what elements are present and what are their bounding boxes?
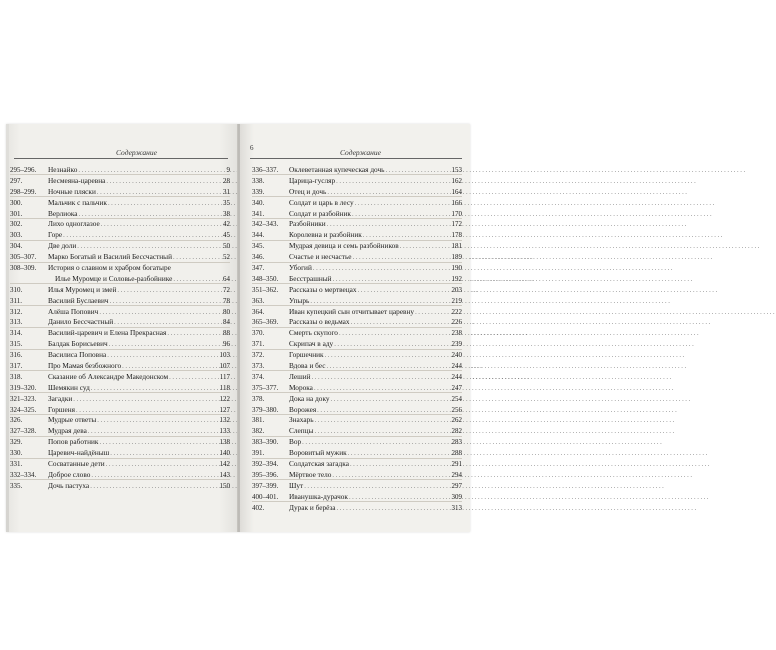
entry-title: Мальчик с пальчик (48, 197, 107, 207)
toc-entry (252, 405, 462, 416)
toc-entry (252, 470, 462, 481)
entry-page: 203 (451, 285, 462, 294)
entry-number: 318. (10, 372, 23, 381)
entry-page: 42 (223, 220, 230, 229)
entry-page: 162 (451, 176, 462, 185)
entry-title: Горшеня (48, 404, 75, 414)
entry-title: Мудрая дева (48, 426, 87, 436)
toc-list-left (10, 165, 230, 492)
entry-title: Упырь (289, 295, 310, 305)
toc-entry (252, 209, 462, 220)
entry-page: 132 (219, 416, 230, 425)
entry-number: 332–334. (10, 470, 37, 479)
entry-number: 373. (252, 362, 265, 371)
entry-number: 346. (252, 253, 265, 262)
entry-title: Дочь пастуха (48, 480, 90, 490)
entry-title: Вдова и бес (289, 361, 326, 371)
toc-entry (10, 339, 230, 350)
entry-page: 140 (219, 449, 230, 458)
entry-number: 348–350. (252, 274, 279, 283)
entry-title: Загадки (48, 393, 73, 403)
entry-title: Воровитый мужик (289, 448, 347, 458)
entry-page: 172 (451, 220, 462, 229)
entry-title: Разбойники (289, 219, 326, 229)
toc-entry (10, 426, 230, 437)
entry-title: Леший (289, 371, 311, 381)
toc-entry (10, 459, 230, 470)
entry-page: 9 (226, 166, 230, 174)
entry-number: 345. (252, 242, 265, 251)
header-rule (14, 158, 228, 159)
toc-entry (252, 350, 462, 361)
toc-entry (10, 296, 230, 307)
toc-entry (10, 176, 230, 187)
entry-number: 324–325. (10, 405, 37, 414)
entry-number: 392–394. (252, 460, 279, 469)
entry-title: Иван купецкий сын отчитывает царевну (289, 306, 415, 316)
entry-page: 256 (451, 405, 462, 414)
entry-page: 28 (223, 176, 230, 185)
toc-entry (10, 361, 230, 372)
entry-page: 297 (451, 481, 462, 490)
toc-entry (10, 230, 230, 241)
toc-entry (10, 252, 230, 263)
entry-number: 317. (10, 362, 23, 371)
entry-page: 222 (451, 307, 462, 316)
entry-page: 78 (223, 296, 230, 305)
entry-number: 300. (10, 198, 23, 207)
entry-title: Дока на доку (289, 393, 330, 403)
entry-page: 143 (219, 470, 230, 479)
entry-title: Убогий (289, 263, 312, 273)
entry-page: 170 (451, 209, 462, 218)
entry-page: 262 (451, 416, 462, 425)
entry-number: 330. (10, 449, 23, 458)
toc-entry (10, 372, 230, 383)
entry-title: Шут (289, 480, 304, 490)
entry-title: Василиса Поповна (48, 350, 107, 360)
entry-title: Мудрые ответы (48, 415, 97, 425)
toc-entry (252, 296, 462, 307)
entry-number: 303. (10, 231, 23, 240)
entry-title: Лихо одноглазое (48, 219, 100, 229)
entry-title: Знахарь (289, 415, 314, 425)
entry-page: 142 (219, 460, 230, 469)
entry-title: Дурак и берёза (289, 502, 336, 512)
entry-page: 309 (451, 492, 462, 501)
entry-page: 138 (219, 438, 230, 447)
entry-title: Алёша Попович (48, 306, 99, 316)
toc-entry (252, 198, 462, 209)
entry-number: 341. (252, 209, 265, 218)
entry-page: 226 (451, 318, 462, 327)
toc-entry (252, 437, 462, 448)
entry-page: 164 (451, 187, 462, 196)
toc-entry (252, 503, 462, 514)
entry-number: 382. (252, 427, 265, 436)
entry-number: 347. (252, 264, 265, 273)
entry-title: Данило Бессчастный (48, 317, 114, 327)
entry-title: Незнайко (48, 165, 78, 174)
entry-page: 50 (223, 242, 230, 251)
entry-page: 84 (223, 318, 230, 327)
entry-title: Ворожея (289, 404, 317, 414)
toc-entry (252, 307, 462, 318)
running-head-right: Содержание (340, 148, 381, 157)
toc-entry (252, 383, 462, 394)
entry-title: Сказание об Александре Македонском (48, 371, 169, 381)
entry-page: 282 (451, 427, 462, 436)
entry-number: 327–328. (10, 427, 37, 436)
entry-title: История о славном и храбром богатыре (48, 263, 171, 273)
entry-page: 35 (223, 198, 230, 207)
entry-number: 295–296. (10, 166, 37, 174)
dot-leader (336, 504, 447, 515)
toc-entry (10, 405, 230, 416)
entry-title: Шемякин суд (48, 382, 90, 392)
toc-entry (252, 317, 462, 328)
entry-page: 88 (223, 329, 230, 338)
toc-entry (10, 317, 230, 328)
page-number: 6 (250, 144, 254, 152)
entry-number: 313. (10, 318, 23, 327)
entry-page: 192 (451, 274, 462, 283)
entry-number: 305–307. (10, 253, 37, 262)
entry-title: Сосватанные дети (48, 459, 105, 469)
entry-title: Солдат и царь в лесу (289, 197, 354, 207)
entry-page: 244 (451, 362, 462, 371)
entry-number: 342–343. (252, 220, 279, 229)
entry-number: 311. (10, 296, 22, 305)
entry-page: 238 (451, 329, 462, 338)
entry-number: 338. (252, 176, 265, 185)
entry-title: Две доли (48, 241, 77, 251)
toc-entry (252, 481, 462, 492)
entry-page: 291 (451, 460, 462, 469)
toc-entry (10, 448, 230, 459)
entry-title: Илья Муромец и змей (48, 284, 117, 294)
entry-page: 64 (223, 274, 230, 283)
entry-title: Морока (289, 382, 313, 392)
entry-number: 344. (252, 231, 265, 240)
toc-entry (10, 187, 230, 198)
entry-title: Скрипач в аду (289, 339, 334, 349)
toc-entry (252, 448, 462, 459)
entry-number: 326. (10, 416, 23, 425)
entry-page: 38 (223, 209, 230, 218)
entry-title: Оклеветанная купеческая дочь (289, 165, 385, 174)
entry-page: 72 (223, 285, 230, 294)
open-book (6, 124, 470, 532)
entry-title: Смерть скупого (289, 328, 338, 338)
entry-page: 294 (451, 470, 462, 479)
entry-number: 302. (10, 220, 23, 229)
entry-title: Горе (48, 230, 63, 240)
entry-page: 153 (451, 166, 462, 174)
entry-number: 336–337. (252, 166, 279, 174)
entry-page: 239 (451, 340, 462, 349)
entry-number: 365–369. (252, 318, 279, 327)
entry-number: 314. (10, 329, 23, 338)
entry-page: 254 (451, 394, 462, 403)
entry-page: 247 (451, 383, 462, 392)
entry-title: Царевич-найдёныш (48, 448, 110, 458)
entry-title: Балдак Борисьевич (48, 339, 108, 349)
entry-page: 45 (223, 231, 230, 240)
toc-entry (252, 492, 462, 503)
entry-page: 150 (219, 481, 230, 490)
entry-number: 363. (252, 296, 265, 305)
entry-page: 181 (451, 242, 462, 251)
entry-title: Королевна и разбойник (289, 230, 362, 240)
toc-entry (10, 394, 230, 405)
entry-title: Слепцы (289, 426, 314, 436)
entry-number: 402. (252, 503, 265, 512)
toc-entry (252, 339, 462, 350)
entry-page: 122 (219, 394, 230, 403)
toc-entry (252, 372, 462, 383)
entry-number: 381. (252, 416, 265, 425)
entry-page: 80 (223, 307, 230, 316)
entry-page: 240 (451, 351, 462, 360)
entry-page: 31 (223, 187, 230, 196)
entry-number: 331. (10, 460, 23, 469)
toc-entry (252, 165, 462, 176)
entry-page: 118 (219, 383, 230, 392)
dot-leader (90, 482, 215, 493)
entry-page: 313 (451, 503, 462, 512)
entry-page: 96 (223, 340, 230, 349)
toc-entry (252, 394, 462, 405)
entry-number: 315. (10, 340, 23, 349)
entry-number: 308–309. (10, 264, 37, 273)
entry-number: 297. (10, 176, 23, 185)
toc-entry (10, 219, 230, 230)
entry-page: 288 (451, 449, 462, 458)
entry-page: 219 (451, 296, 462, 305)
entry-number: 400–401. (252, 492, 279, 501)
entry-title: Ночные пляски (48, 186, 96, 196)
toc-entry (252, 252, 462, 263)
entry-number: 319–320. (10, 383, 37, 392)
entry-number: 378. (252, 394, 265, 403)
entry-page: 133 (219, 427, 230, 436)
entry-page: 127 (219, 405, 230, 414)
toc-entry (10, 328, 230, 339)
entry-page: 283 (451, 438, 462, 447)
entry-number: 335. (10, 481, 23, 490)
entry-title: Про Мамая безбожного (48, 361, 122, 371)
entry-number: 321–323. (10, 394, 37, 403)
page-edge (6, 124, 9, 532)
entry-number: 391. (252, 449, 265, 458)
toc-list-right (252, 165, 462, 514)
right-page (240, 124, 470, 532)
entry-number: 301. (10, 209, 23, 218)
toc-entry (10, 307, 230, 318)
entry-title: Солдатская загадка (289, 459, 349, 469)
toc-entry (252, 187, 462, 198)
entry-page: 190 (451, 264, 462, 273)
entry-title: Илье Муромце и Соловье-разбойнике (55, 273, 173, 283)
entry-title: Рассказы о мертвецах (289, 284, 357, 294)
toc-entry (10, 263, 230, 274)
toc-entry (252, 241, 462, 252)
toc-entry (252, 415, 462, 426)
entry-page: 103 (219, 351, 230, 360)
entry-number: 370. (252, 329, 265, 338)
entry-title: Верлиока (48, 208, 78, 218)
toc-entry (10, 470, 230, 481)
entry-number: 316. (10, 351, 23, 360)
entry-page: 178 (451, 231, 462, 240)
entry-title: Рассказы о ведьмах (289, 317, 350, 327)
entry-number: 379–380. (252, 405, 279, 414)
entry-page: 52 (223, 253, 230, 262)
entry-page: 117 (219, 372, 230, 381)
toc-entry (252, 285, 462, 296)
entry-number: 364. (252, 307, 265, 316)
entry-title: Василий Буслаевич (48, 295, 109, 305)
entry-title: Счастье и несчастье (289, 252, 352, 262)
entry-page: 189 (451, 253, 462, 262)
entry-number: 329. (10, 438, 23, 447)
entry-number: 312. (10, 307, 23, 316)
entry-page: 244 (451, 372, 462, 381)
toc-entry (252, 328, 462, 339)
header-rule (250, 158, 462, 159)
entry-title: Доброе слово (48, 469, 91, 479)
entry-title: Бесстрашный (289, 273, 332, 283)
left-page (6, 124, 238, 532)
entry-title: Горшечник (289, 350, 324, 360)
entry-title: Попов работник (48, 437, 99, 447)
toc-entry (252, 263, 462, 274)
toc-entry (252, 230, 462, 241)
entry-number: 339. (252, 187, 265, 196)
entry-number: 298–299. (10, 187, 37, 196)
toc-entry (252, 361, 462, 372)
entry-number: 374. (252, 372, 265, 381)
entry-number: 372. (252, 351, 265, 360)
entry-page: 107 (219, 362, 230, 371)
entry-title: Мёртвое тело (289, 469, 332, 479)
entry-title: Солдат и разбойник (289, 208, 351, 218)
entry-number: 304. (10, 242, 23, 251)
toc-entry (10, 350, 230, 361)
toc-entry (10, 285, 230, 296)
entry-number: 371. (252, 340, 265, 349)
entry-title: Марко Богатый и Василий Бессчастный (48, 252, 172, 262)
entry-title: Иванушка-дурачок (289, 491, 348, 501)
toc-entry (10, 165, 230, 176)
toc-entry (10, 383, 230, 394)
entry-number: 397–399. (252, 481, 279, 490)
toc-entry (10, 274, 230, 285)
toc-entry (252, 426, 462, 437)
running-head-left: Содержание (116, 148, 157, 157)
entry-title: Царица-гусляр (289, 175, 336, 185)
toc-entry (252, 219, 462, 230)
toc-entry (252, 176, 462, 187)
entry-page: 166 (451, 198, 462, 207)
entry-number: 351–362. (252, 285, 279, 294)
entry-number: 383–390. (252, 438, 279, 447)
toc-entry (10, 241, 230, 252)
entry-number: 310. (10, 285, 23, 294)
entry-title: Василий-царевич и Елена Прекрасная (48, 328, 167, 338)
entry-title: Мудрая девица и семь разбойников (289, 241, 399, 251)
toc-entry (10, 415, 230, 426)
toc-entry (252, 274, 462, 285)
entry-number: 340. (252, 198, 265, 207)
toc-entry (252, 459, 462, 470)
toc-entry (10, 481, 230, 492)
toc-entry (10, 198, 230, 209)
entry-title: Отец и дочь (289, 186, 327, 196)
toc-entry (10, 209, 230, 220)
entry-number: 395–396. (252, 470, 279, 479)
toc-entry (10, 437, 230, 448)
entry-number: 375–377. (252, 383, 279, 392)
entry-title: Несмеяна-царевна (48, 175, 106, 185)
entry-title: Вор (289, 437, 302, 447)
